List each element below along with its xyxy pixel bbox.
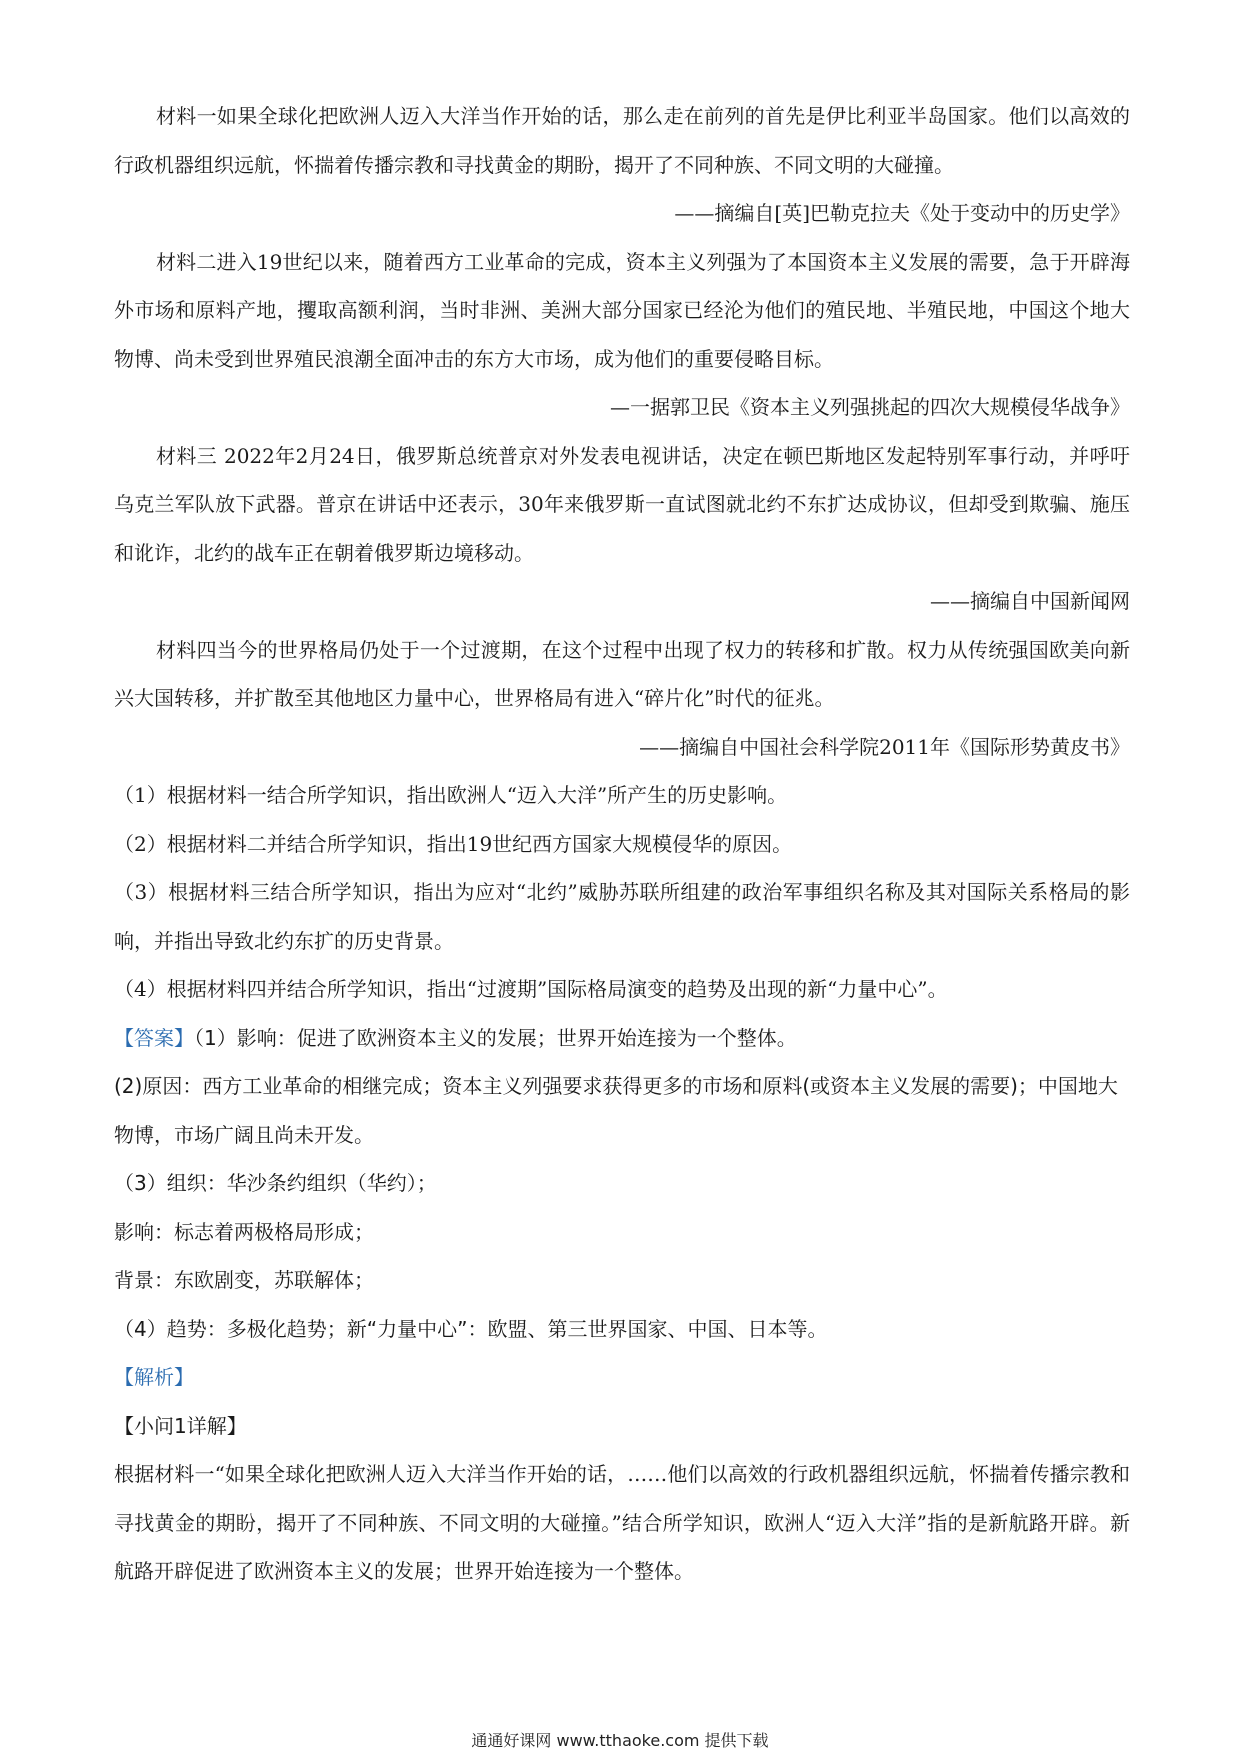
analysis-tag: 【解析】 — [114, 1365, 194, 1389]
answer-line-5: 背景：东欧剧变，苏联解体； — [114, 1268, 374, 1292]
answer-first: （1）影响：促进了欧洲资本主义的发展；世界开始连接为一个整体。 — [194, 1025, 797, 1050]
material-4-text: 材料四当今的世界格局仍处于一个过渡期，在这个过程中出现了权力的转移和扩散。权力从传统强国欧美向新兴大国转移，并扩散至其他地区力量中心，世界格局有进入“碎片化”时代的征兆。 — [114, 637, 1130, 710]
question-3: （3）根据材料三结合所学知识，指出为应对“北约”威胁苏联所组建的政治军事组织名称及其对国际关系格局的影响，并指出导致北约东扩的历史背景。 — [114, 880, 1130, 953]
material-3-text: 材料三 2022年2月24日，俄罗斯总统普京对外发表电视讲话，决定在顿巴斯地区发起特别军事行动，并呼吁乌克兰军队放下武器。普京在讲话中还表示，30年来俄罗斯一直试图就北约不东扩达成协议，但却受到欺骗、施压和讹诈，北约的战车正在朝着俄罗斯边境移动。 — [114, 443, 1130, 565]
analysis-subheading: 【小问1详解】 — [114, 1413, 247, 1438]
question-4: （4）根据材料四并结合所学知识，指出“过渡期”国际格局演变的趋势及出现的新“力量中心”。 — [114, 977, 948, 1001]
material-1-text: 材料一如果全球化把欧洲人迈入大洋当作开始的话，那么走在前列的首先是伊比利亚半岛国家。他们以高效的行政机器组织远航，怀揣着传播宗教和寻找黄金的期盼，揭开了不同种族、不同文明的大碰撞。 — [114, 104, 1130, 177]
document-page — [114, 92, 1130, 1596]
answer-line-4: 影响：标志着两极格局形成； — [114, 1219, 374, 1244]
answer-line-6: （4）趋势：多极化趋势；新“力量中心”：欧盟、第三世界国家、中国、日本等。 — [114, 1316, 828, 1341]
material-2-text: 材料二进入19世纪以来，随着西方工业革命的完成，资本主义列强为了本国资本主义发展的需要，急于开辟海外市场和原料产地，攫取高额利润，当时非洲、美洲大部分国家已经沦为他们的殖民地、半殖民地，中国这个地大物博、尚未受到世界殖民浪潮全面冲击的东方大市场，成为他们的重要侵略目标。 — [114, 249, 1130, 371]
answer-line-3: （3）组织：华沙条约组织（华约）； — [114, 1171, 437, 1195]
material-3-source: ——摘编自中国新闻网 — [930, 589, 1130, 613]
answer-line-1 — [114, 1014, 1130, 1063]
page-footer: 通通好课网 www.tthaoke.com 提供下载 — [471, 1731, 769, 1750]
answer-line-2: (2)原因：西方工业革命的相继完成；资本主义列强要求获得更多的市场和原料(或资本主义发展的需要)；中国地大物博，市场广阔且尚未开发。 — [114, 1074, 1118, 1147]
question-2: （2）根据材料二并结合所学知识，指出19世纪西方国家大规模侵华的原因。 — [114, 831, 793, 856]
material-1-source: ——摘编自[英]巴勒克拉夫《处于变动中的历史学》 — [674, 201, 1130, 225]
material-4-source: ——摘编自中国社会科学院2011年《国际形势黄皮书》 — [639, 734, 1130, 759]
answer-tag: 【答案】 — [114, 1025, 194, 1050]
question-1: （1）根据材料一结合所学知识，指出欧洲人“迈入大洋”所产生的历史影响。 — [114, 783, 788, 807]
material-2-source: —一据郭卫民《资本主义列强挑起的四次大规模侵华战争》 — [610, 395, 1130, 419]
analysis-heading — [114, 1353, 1130, 1402]
analysis-text: 根据材料一“如果全球化把欧洲人迈入大洋当作开始的话，……他们以高效的行政机器组织远航，怀揣着传播宗教和寻找黄金的期盼，揭开了不同种族、不同文明的大碰撞。”结合所学知识，欧洲人“迈入大洋”指的是新航路开辟。新航路开辟促进了欧洲资本主义的发展；世界开始连接为一个整体。 — [114, 1462, 1130, 1583]
